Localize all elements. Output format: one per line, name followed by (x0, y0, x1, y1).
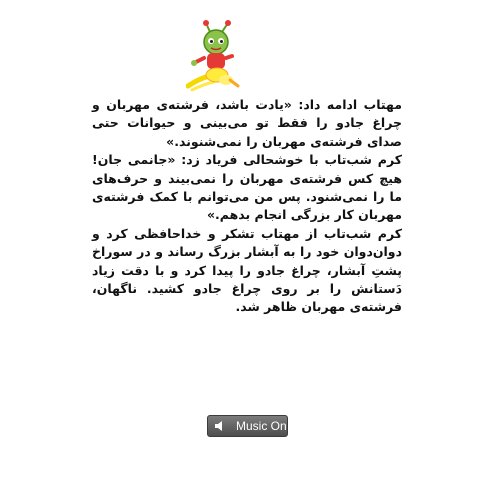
music-toggle-label: Music On (236, 419, 287, 433)
glowworm-character-illustration (186, 20, 244, 92)
music-toggle-button[interactable] (207, 415, 288, 437)
story-text (92, 96, 402, 317)
story-paragraph: کرم شب‌تاب با خوشحالی فریاد زد: «جانمی جان! هیچ کس فرشته‌ی مهربان را نمی‌بیند و حرف‌های ما را نمی‌شنود. پس من می‌توانم با کمک فرشته‌ی مهربان کار بزرگی انجام بدهم.» (92, 152, 402, 223)
story-paragraph: کرم شب‌تاب از مهتاب تشکر و خداحافظی کرد و دوان‌دوان خود را به آبشار بزرگ رساند و در سوراخ پشتِ آبشار، چراغ جادو را پیدا کرد و با دقت زیاد دَستانش را بر روی چراغ جادو کشید. ناگهان، فرشته‌ی مهربان ظاهر شد. (92, 225, 402, 315)
story-paragraph: مهتاب ادامه داد: «یادت باشد، فرشته‌ی مهربان و چراغ جادو را فقط تو می‌بینی و حیوانات حتی صدای فرشته‌ی مهربان را نمی‌شنوند.» (92, 97, 402, 149)
speaker-icon (214, 420, 226, 432)
